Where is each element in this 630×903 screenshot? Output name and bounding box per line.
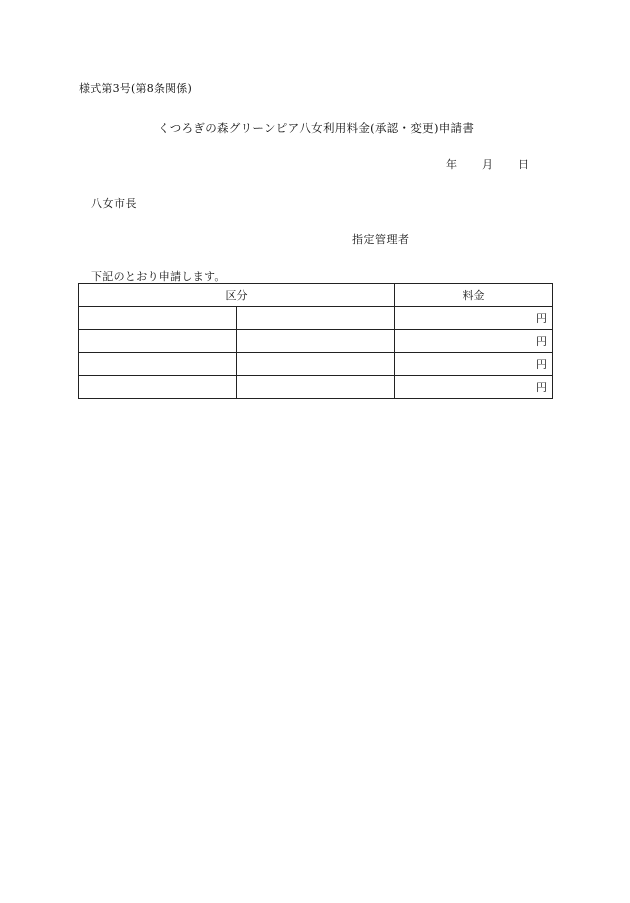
day-label: 日 (518, 158, 529, 171)
category-cell[interactable] (79, 330, 237, 353)
fee-cell[interactable]: 円 (395, 307, 553, 330)
subcategory-cell[interactable] (237, 376, 395, 399)
fee-cell[interactable]: 円 (395, 330, 553, 353)
subcategory-cell[interactable] (237, 330, 395, 353)
applicant-label: 指定管理者 (352, 233, 410, 246)
month-label: 月 (482, 158, 493, 171)
table-header-row (79, 284, 553, 307)
fee-cell[interactable]: 円 (395, 353, 553, 376)
fee-cell[interactable]: 円 (395, 376, 553, 399)
table-row (79, 330, 553, 353)
intro-text: 下記のとおり申請します。 (91, 270, 226, 283)
category-cell[interactable] (79, 376, 237, 399)
year-label: 年 (446, 158, 457, 171)
category-header: 区分 (79, 284, 395, 307)
table-row (79, 376, 553, 399)
addressee: 八女市長 (91, 197, 137, 210)
form-number: 様式第3号(第8条関係) (79, 82, 192, 95)
category-cell[interactable] (79, 353, 237, 376)
category-cell[interactable] (79, 307, 237, 330)
date-field (446, 156, 529, 172)
fee-header: 料金 (395, 284, 553, 307)
table-row (79, 307, 553, 330)
fee-table (78, 283, 553, 399)
document-title: くつろぎの森グリーンピア八女利用料金(承認・変更)申請書 (158, 121, 475, 135)
table-row (79, 353, 553, 376)
subcategory-cell[interactable] (237, 353, 395, 376)
subcategory-cell[interactable] (237, 307, 395, 330)
